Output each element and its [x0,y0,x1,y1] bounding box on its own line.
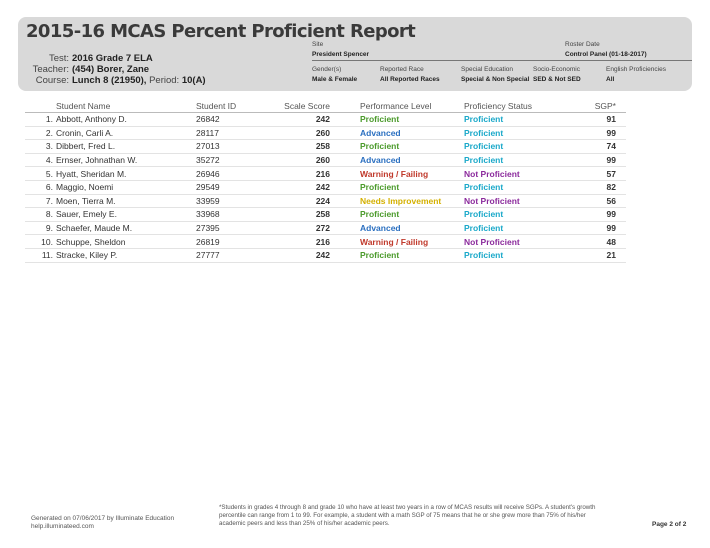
scale-score: 258 [270,140,360,154]
site-label: Site [312,41,324,48]
performance-level: Warning / Failing [360,167,464,181]
student-id: 26819 [196,235,270,249]
sgp-value: 99 [561,221,626,235]
period-label: Period: [149,75,180,86]
row-number: 3. [25,140,56,154]
performance-level: Warning / Failing [360,235,464,249]
student-name: Moen, Tierra M. [56,194,196,208]
gender-label: Gender(s) [312,66,342,73]
period-value: 10(A) [181,75,206,86]
header-scale-score[interactable]: Scale Score [270,100,360,113]
student-name: Cronin, Carli A. [56,126,196,140]
row-number: 8. [25,208,56,222]
proficiency-status: Proficient [464,208,561,222]
teacher-value: (454) Borer, Zane [72,64,150,75]
ell-value: All [606,76,615,83]
roster-date-label: Roster Date [565,41,600,48]
header-performance-level[interactable]: Performance Level [360,100,464,113]
table-row [25,180,626,194]
report-header [18,17,692,91]
table-row [25,221,626,235]
performance-level: Advanced [360,126,464,140]
sped-value: Special & Non Special [461,76,530,83]
sgp-value: 99 [561,208,626,222]
performance-level: Proficient [360,180,464,194]
course-info [24,75,206,86]
scale-score: 258 [270,208,360,222]
proficiency-status: Proficient [464,113,561,127]
sgp-value: 48 [561,235,626,249]
row-number: 11. [25,248,56,262]
table-row [25,113,626,127]
student-name: Dibbert, Fred L. [56,140,196,154]
scale-score: 272 [270,221,360,235]
performance-level: Proficient [360,208,464,222]
row-number: 10. [25,235,56,249]
header-num [25,100,56,113]
sgp-value: 74 [561,140,626,154]
meta-divider [312,60,692,61]
row-number: 4. [25,153,56,167]
performance-level: Proficient [360,248,464,262]
sgp-value: 99 [561,126,626,140]
student-name: Abbott, Anthony D. [56,113,196,127]
proficiency-status: Proficient [464,140,561,154]
proficiency-status: Proficient [464,221,561,235]
row-number: 2. [25,126,56,140]
header-student-name[interactable]: Student Name [56,100,196,113]
report-title: 2015-16 MCAS Percent Proficient Report [26,21,416,42]
roster-table [25,100,626,263]
scale-score: 242 [270,113,360,127]
scale-score: 216 [270,167,360,181]
scale-score: 216 [270,235,360,249]
teacher-info [24,64,149,75]
performance-level: Needs Improvement [360,194,464,208]
scale-score: 242 [270,248,360,262]
table-row [25,235,626,249]
race-value: All Reported Races [380,76,440,83]
test-value: 2016 Grade 7 ELA [72,53,153,64]
scale-score: 260 [270,153,360,167]
student-id: 33959 [196,194,270,208]
student-id: 27395 [196,221,270,235]
header-sgp[interactable]: SGP* [561,100,626,113]
scale-score: 260 [270,126,360,140]
row-number: 5. [25,167,56,181]
row-number: 9. [25,221,56,235]
student-id: 26946 [196,167,270,181]
course-value: Lunch 8 (21950), [72,75,147,86]
table-row [25,140,626,154]
table-header-row [25,100,626,113]
sgp-value: 99 [561,153,626,167]
performance-level: Advanced [360,221,464,235]
header-proficiency-status[interactable]: Proficiency Status [464,100,561,113]
proficiency-status: Proficient [464,126,561,140]
header-student-id[interactable]: Student ID [196,100,270,113]
sgp-value: 57 [561,167,626,181]
proficiency-status: Proficient [464,153,561,167]
site-value: President Spencer [312,51,370,58]
row-number: 1. [25,113,56,127]
footer-generated [31,515,174,531]
table-row [25,194,626,208]
student-id: 26842 [196,113,270,127]
proficiency-status: Not Proficient [464,167,561,181]
test-info [24,53,153,64]
student-id: 27777 [196,248,270,262]
sgp-value: 91 [561,113,626,127]
teacher-label: Teacher: [32,64,69,75]
sgp-value: 21 [561,248,626,262]
performance-level: Proficient [360,113,464,127]
page-number: Page 2 of 2 [652,521,687,528]
test-label: Test: [48,53,69,64]
performance-level: Advanced [360,153,464,167]
student-name: Maggio, Noemi [56,180,196,194]
ell-label: English Proficiencies [606,66,666,73]
row-number: 6. [25,180,56,194]
table-row [25,167,626,181]
website-link[interactable]: help.illuminateed.com [31,523,94,530]
course-label: Course: [35,75,69,86]
sgp-value: 56 [561,194,626,208]
scale-score: 224 [270,194,360,208]
table-row [25,248,626,262]
race-label: Reported Race [380,66,424,73]
sped-label: Special Education [461,66,514,73]
student-id: 35272 [196,153,270,167]
proficiency-status: Not Proficient [464,194,561,208]
student-name: Ernser, Johnathan W. [56,153,196,167]
student-name: Schuppe, Sheldon [56,235,196,249]
ses-label: Socio-Economic [533,66,580,73]
row-number: 7. [25,194,56,208]
table-row [25,126,626,140]
student-name: Schaefer, Maude M. [56,221,196,235]
sgp-value: 82 [561,180,626,194]
proficiency-status: Not Proficient [464,235,561,249]
student-name: Sauer, Emely E. [56,208,196,222]
scale-score: 242 [270,180,360,194]
table-row [25,208,626,222]
student-id: 27013 [196,140,270,154]
student-id: 28117 [196,126,270,140]
performance-level: Proficient [360,140,464,154]
sgp-footnote: *Students in grades 4 through 8 and grade 10 who have at least two years in a row of MCAS results will receive SGPs. A student's growth percentile can range from 1 to 99. For example, a student with a math SGP of 75 means that he or she grew more than 75% of his/her academic peers and less than 25% of his/her academic peers. [219,504,596,527]
table-row [25,153,626,167]
student-name: Stracke, Kiley P. [56,248,196,262]
ses-value: SED & Not SED [533,76,581,83]
student-id: 29549 [196,180,270,194]
roster-date-value: Control Panel (01-18-2017) [565,51,647,58]
student-name: Hyatt, Sheridan M. [56,167,196,181]
proficiency-status: Proficient [464,248,561,262]
generated-text: Generated on 07/06/2017 by Illuminate Education [31,515,175,522]
proficiency-status: Proficient [464,180,561,194]
roster-body [25,113,626,263]
student-id: 33968 [196,208,270,222]
gender-value: Male & Female [312,76,358,83]
